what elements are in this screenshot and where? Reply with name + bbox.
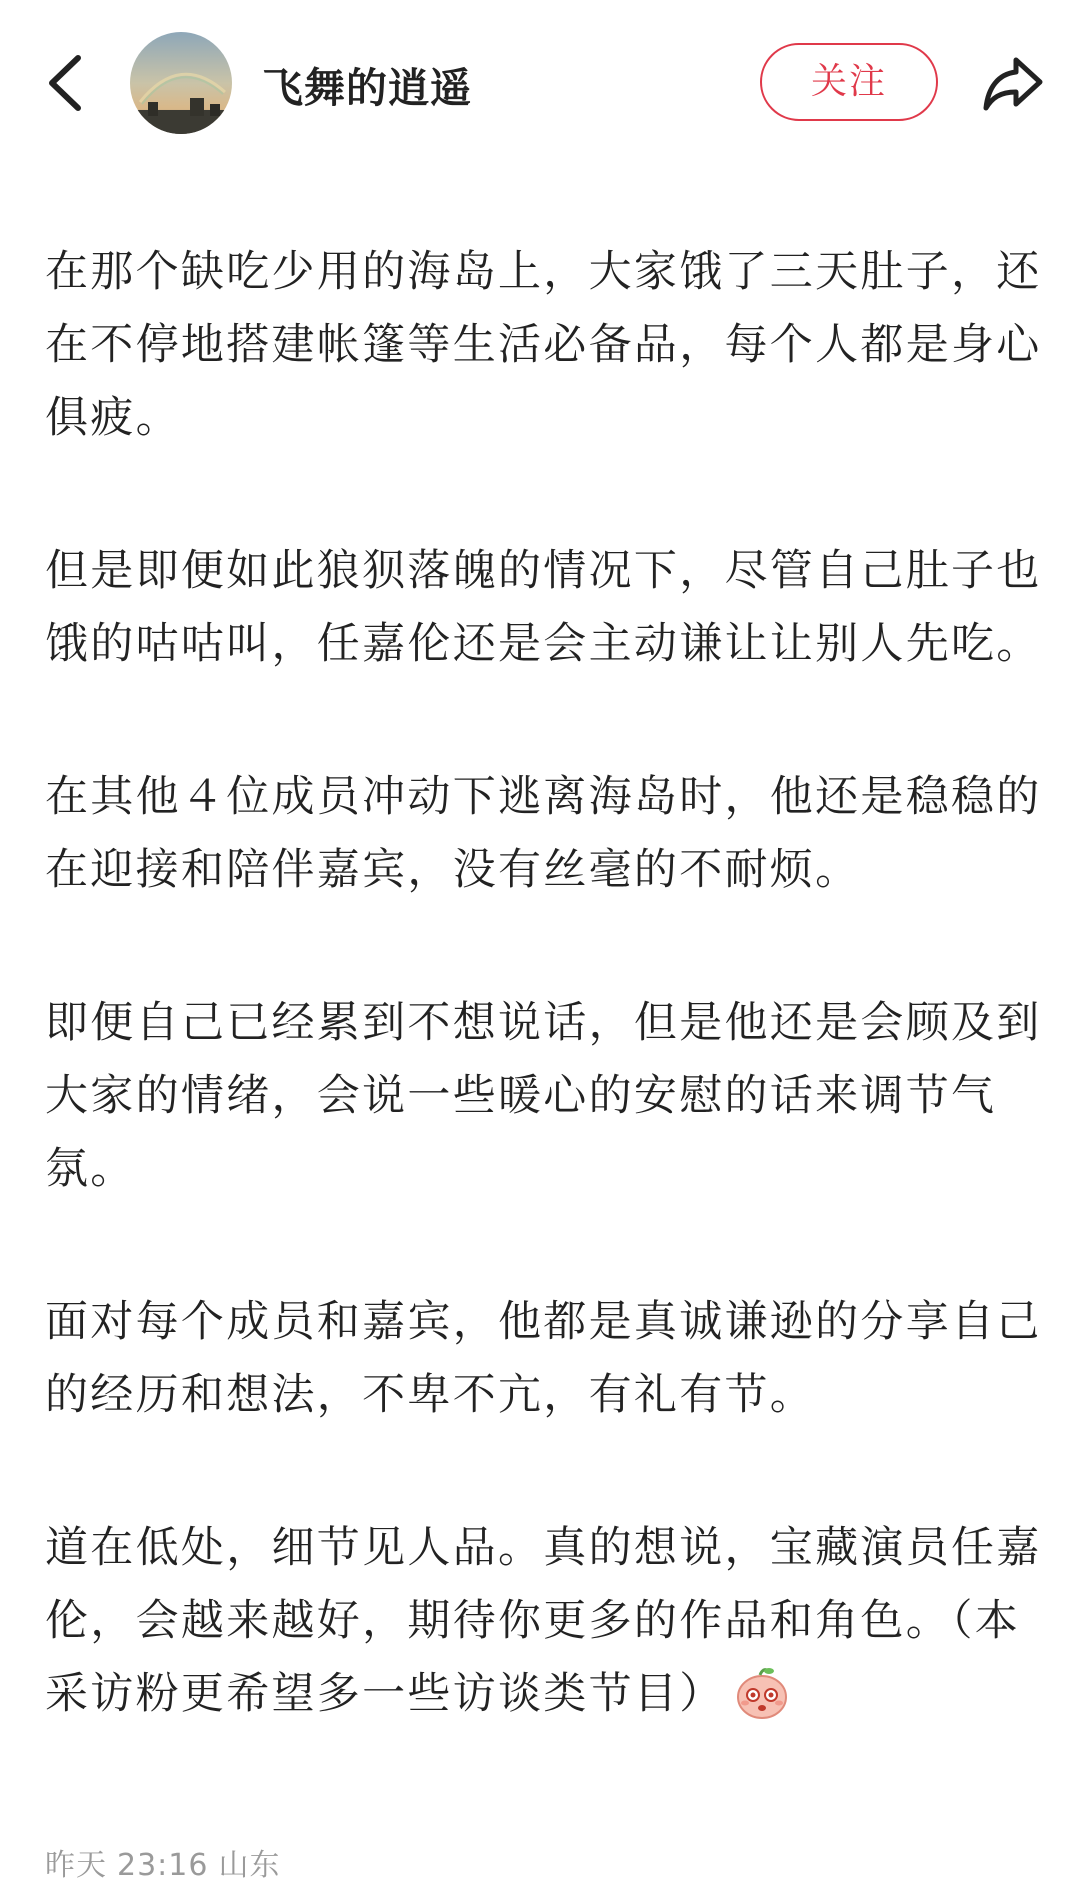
post-paragraph-last-text: 道在低处，细节见人品。真的想说，宝藏演员任嘉伦，会越来越好，期待你更多的作品和角色。（本采访粉更希望多一些访谈类节目） (45, 1523, 1042, 1719)
share-arrow-icon (978, 48, 1048, 118)
post-meta (45, 1840, 290, 1884)
avatar[interactable] (130, 32, 232, 134)
post-location: 山东 (218, 1848, 281, 1883)
post-date: 昨天 (45, 1848, 107, 1883)
post-paragraph-last (45, 1512, 1045, 1731)
avatar-image (130, 32, 232, 134)
post-paragraph: 面对每个成员和嘉宾，他都是真诚谦逊的分享自己的经历和想法，不卑不亢，有礼有节。 (45, 1297, 1042, 1420)
post-paragraph: 即便自己已经累到不想说话，但是他还是会顾及到大家的情绪，会说一些暖心的安慰的话来调节气氛。 (45, 998, 1042, 1194)
post-paragraph: 在那个缺吃少用的海岛上，大家饿了三天肚子，还在不停地搭建帐篷等生活必备品，每个人都是身心俱疲。 (45, 247, 1042, 443)
post-paragraph: 但是即便如此狼狈落魄的情况下，尽管自己肚子也饿的咕咕叫，任嘉伦还是会主动谦让让别人先吃。 (45, 546, 1042, 669)
username[interactable]: 飞舞的逍遥 (262, 64, 472, 112)
back-button[interactable] (40, 48, 90, 118)
chevron-left-icon (40, 48, 90, 118)
post-time: 23:16 (117, 1848, 209, 1883)
post-paragraph: 在其他４位成员冲动下逃离海岛时，他还是稳稳的在迎接和陪伴嘉宾，没有丝毫的不耐烦。 (45, 772, 1042, 895)
post-body (45, 236, 1045, 1731)
top-bar (0, 0, 1075, 160)
follow-button[interactable]: 关注 (760, 43, 938, 121)
share-button[interactable] (978, 48, 1048, 118)
cute-face-emoji-icon (733, 1663, 791, 1721)
